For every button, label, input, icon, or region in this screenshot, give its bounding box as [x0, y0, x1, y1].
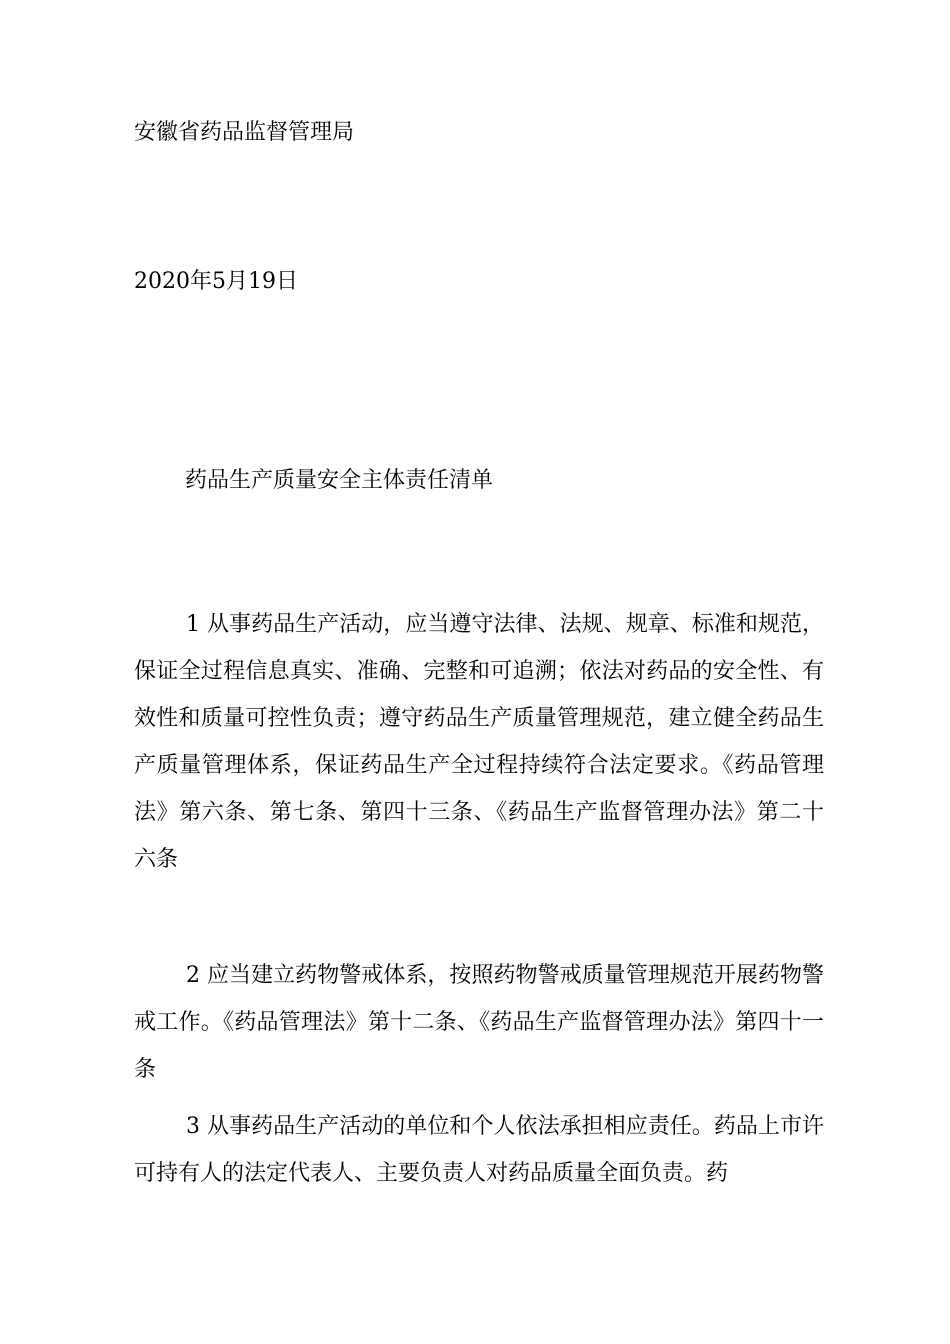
issue-date: 2020年5月19日 — [134, 269, 298, 294]
document-title: 药品生产质量安全主体责任清单 — [185, 468, 494, 493]
list-item: 2 应当建立药物警戒体系，按照药物警戒质量管理规范开展药物警戒工作。《药品管理法》第十二条、《药品生产监督管理办法》第四十一条 — [134, 963, 824, 1082]
list-item: 3 从事药品生产活动的单位和个人依法承担相应责任。药品上市许可持有人的法定代表人、主要负责人对药品质量全面负责。药 — [134, 1114, 824, 1186]
list-item: 1 从事药品生产活动，应当遵守法律、法规、规章、标准和规范，保证全过程信息真实、准确、完整和可追溯；依法对药品的安全性、有效性和质量可控性负责；遵守药品生产质量管理规范，建立健全药品生产质量管理体系，保证药品生产全过程持续符合法定要求。《药品管理法》第六条、第七条、第四十三条、《药品生产监督管理办法》第二十六条 — [134, 612, 824, 872]
issuing-authority: 安徽省药品监督管理局 — [134, 120, 355, 145]
